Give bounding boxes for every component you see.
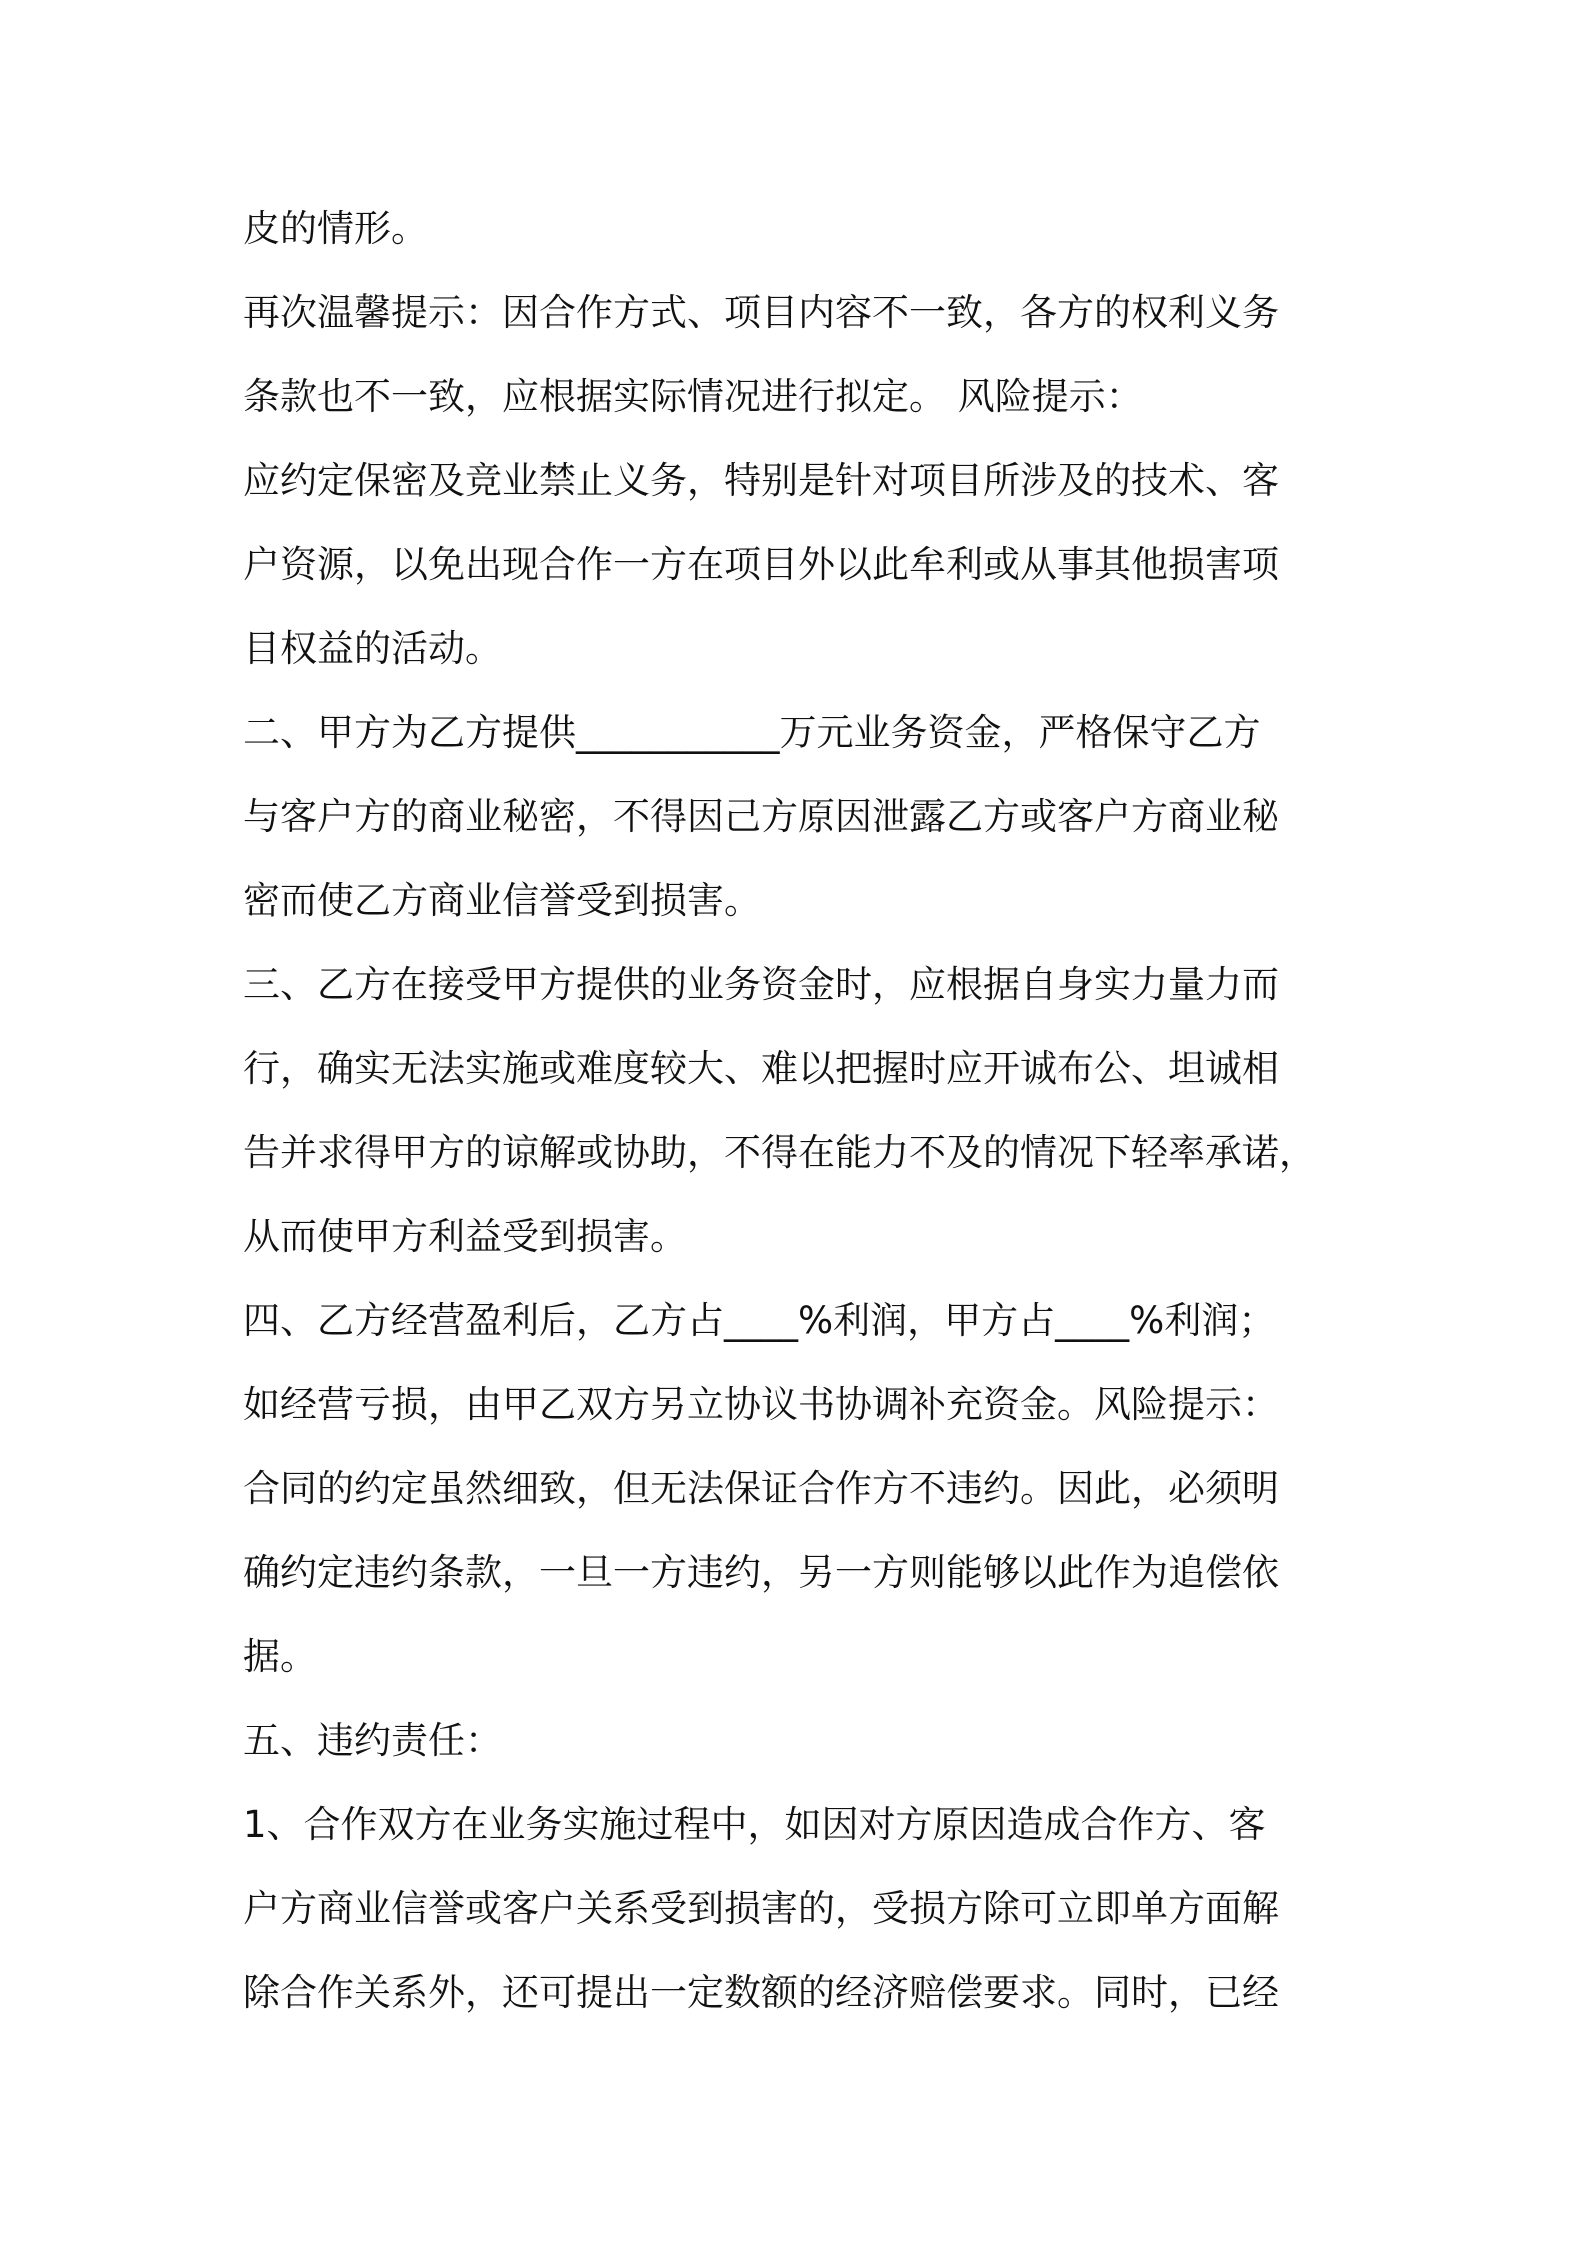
text-line: 告并求得甲方的谅解或协助，不得在能力不及的情况下轻率承诺，	[243, 1131, 1316, 1174]
text-line: 如经营亏损，由甲乙双方另立协议书协调补充资金。风险提示：	[243, 1383, 1279, 1426]
text-line: 1、合作双方在业务实施过程中，如因对方原因造成合作方、客	[243, 1803, 1266, 1846]
text-line: 据。	[243, 1635, 317, 1678]
text-line: 合同的约定虽然细致，但无法保证合作方不违约。因此，必须明	[243, 1467, 1279, 1510]
text-line: 户资源，以免出现合作一方在项目外以此牟利或从事其他损害项	[243, 543, 1279, 586]
text-line: 除合作关系外，还可提出一定数额的经济赔偿要求。同时，已经	[243, 1971, 1279, 2014]
text-line: 目权益的活动。	[243, 627, 502, 670]
text-line: 确约定违约条款，一旦一方违约，另一方则能够以此作为追偿依	[243, 1551, 1279, 1594]
text-line: 二、甲方为乙方提供___________万元业务资金，严格保守乙方	[243, 711, 1261, 754]
text-line: 与客户方的商业秘密，不得因己方原因泄露乙方或客户方商业秘	[243, 795, 1279, 838]
text-line: 三、乙方在接受甲方提供的业务资金时，应根据自身实力量力而	[243, 963, 1279, 1006]
text-line: 四、乙方经营盈利后，乙方占____%利润，甲方占____%利润；	[243, 1299, 1276, 1342]
text-line: 从而使甲方利益受到损害。	[243, 1215, 687, 1258]
text-line: 密而使乙方商业信誉受到损害。	[243, 879, 761, 922]
text-line: 应约定保密及竞业禁止义务，特别是针对项目所涉及的技术、客	[243, 459, 1279, 502]
text-line: 皮的情形。	[243, 207, 428, 250]
text-line: 再次温馨提示：因合作方式、项目内容不一致，各方的权利义务	[243, 291, 1279, 334]
text-line: 户方商业信誉或客户关系受到损害的，受损方除可立即单方面解	[243, 1887, 1279, 1930]
text-line: 条款也不一致，应根据实际情况进行拟定。 风险提示：	[243, 375, 1143, 418]
text-line: 行，确实无法实施或难度较大、难以把握时应开诚布公、坦诚相	[243, 1047, 1279, 1090]
text-line: 五、违约责任：	[243, 1719, 502, 1762]
